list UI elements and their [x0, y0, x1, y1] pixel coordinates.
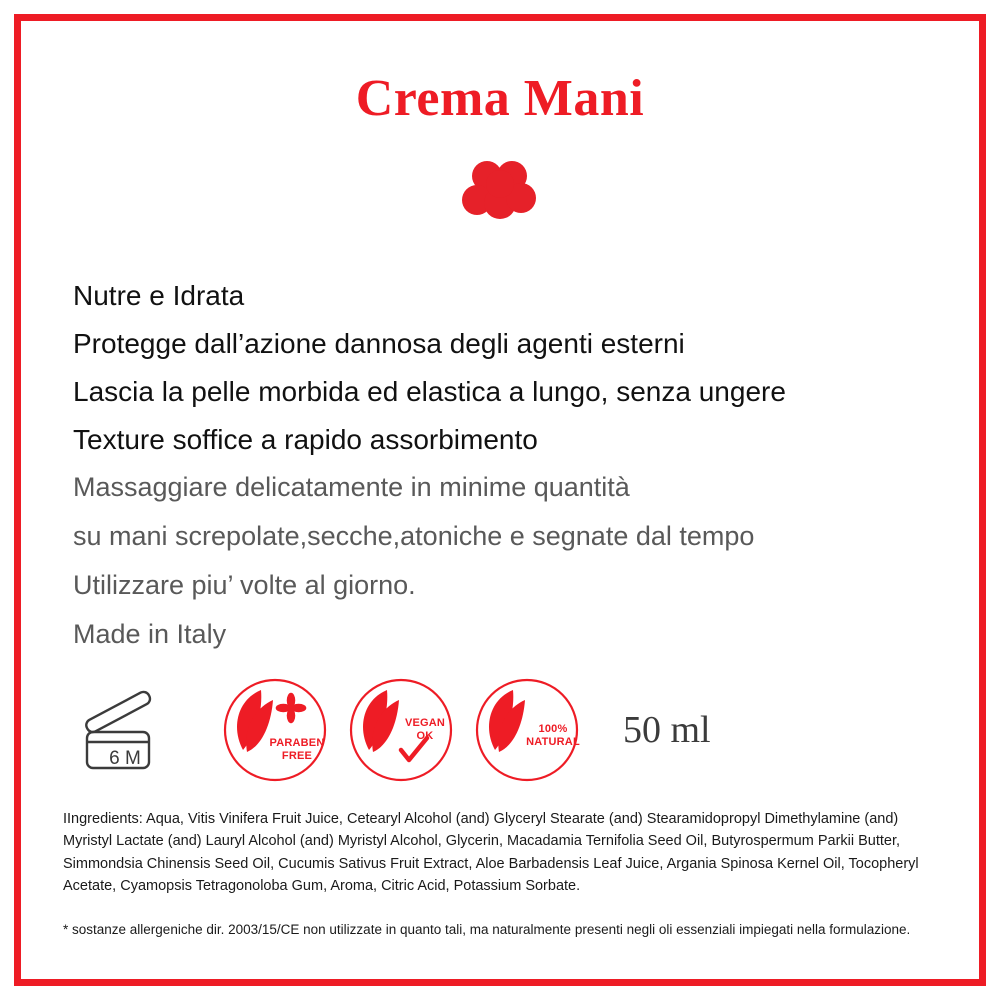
benefit-item: Texture soffice a rapido assorbimento — [73, 424, 538, 455]
badge-line-2: NATURAL — [526, 736, 580, 748]
leaf-flower-icon — [221, 676, 329, 784]
badge-line-2: OK — [416, 730, 434, 742]
leaf-natural-icon — [473, 676, 581, 784]
benefit-item: Nutre e Idrata — [73, 280, 245, 311]
badge-line-1: 100% — [538, 723, 568, 736]
usage-line: Massaggiare delicatamente in minime quantità — [73, 472, 630, 502]
brand-logo — [21, 152, 979, 242]
badge-line-1: PARABEN — [269, 737, 325, 750]
usage-line: su mani screpolate,secche,atoniche e segnate dal tempo — [73, 521, 755, 551]
benefit-item: Protegge dall’azione dannosa degli agenti esterni — [73, 328, 685, 359]
period-after-opening-badge — [71, 676, 179, 784]
page-title: Crema Mani — [355, 70, 645, 127]
benefit-item: Lascia la pelle morbida ed elastica a lungo, senza ungere — [73, 376, 786, 407]
period-after-opening-icon — [71, 676, 179, 784]
usage-line: Made in Italy — [73, 619, 227, 649]
paraben-free-badge — [221, 676, 329, 784]
net-volume: 50 ml — [623, 709, 711, 751]
leaf-check-icon — [347, 676, 455, 784]
usage-instructions — [73, 474, 979, 648]
badge-line-1: VEGAN — [404, 717, 446, 730]
usage-line: Utilizzare piu’ volte al giorno. — [73, 570, 416, 600]
berry-cluster-logo-icon — [457, 154, 543, 240]
ingredients-text: IIngredients: Aqua, Vitis Vinifera Fruit Juice, Cetearyl Alcohol (and) Glyceryl Stearate (and) Stearamidopropyl Dimethylamine (and) Myristyl Lactate (and) Lauryl Alcohol (and) Myristyl Alcohol, Glycerin, Macadamia Ternifolia Seed Oil, Butyrospermum Parkii Butter, Simmondsia Chinensis Seed Oil, Cucumis Sativus Fruit Extract, Aloe Barbadensis Leaf Juice, Argania Spinosa Kernel Oil, Tocopheryl Acetate, Cyamopsis Tetragonoloba Gum, Aroma, Citric Acid, Potassium Sorbate. — [63, 811, 919, 895]
natural-badge — [473, 676, 581, 784]
benefits-list — [73, 282, 979, 454]
certification-badge-row — [71, 670, 979, 790]
badge-line-2: FREE — [281, 750, 313, 762]
product-label-card — [14, 14, 986, 986]
vegan-ok-badge — [347, 676, 455, 784]
pao-label: 6 M — [109, 748, 141, 769]
allergens-note: * sostanze allergeniche dir. 2003/15/CE non utilizzate in quanto tali, ma naturalmente presenti negli oli essenziali impiegati nella formulazione. — [63, 921, 911, 937]
